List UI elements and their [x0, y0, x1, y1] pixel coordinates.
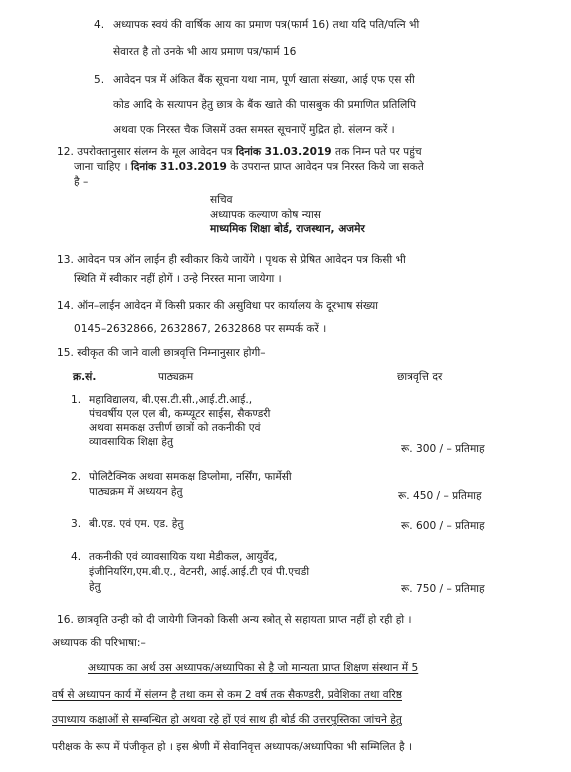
address-trust: अध्यापक कल्याण कोष न्यास: [210, 209, 321, 221]
table-row-2-line-2: पाठ्यक्रम में अध्ययन हेतु: [89, 486, 183, 498]
item-4-line-2: सेवारत है तो उनके भी आय प्रमाण पत्र/फार्म 16: [113, 46, 297, 58]
item-14-line-1: 14. ऑन–लाईन आवेदन में किसी प्रकार की असुविधा पर कार्यालय के दूरभाष संख्या: [57, 300, 378, 312]
table-row-1-number: 1.: [71, 394, 82, 406]
item-4-line-1: अध्यापक स्वयं की वार्षिक आय का प्रमाण पत्र(फार्म 16) तथा यदि पति/पत्नि भी: [113, 19, 420, 31]
item-4-number: 4.: [94, 19, 105, 31]
definition-line-3: उपाध्याय कक्षाओं से सम्बन्धित हो अथवा रहे हों एवं साथ ही बोर्ड की उत्तरपुस्तिका जांचने हेतु: [52, 714, 402, 726]
item-12-line-3: है –: [74, 176, 89, 188]
table-row-4-line-3: हेतु: [89, 581, 101, 593]
table-row-3-line-1: बी.एड. एवं एम. एड. हेतु: [89, 518, 184, 530]
table-row-3-amount: रू. 600 / – प्रतिमाह: [401, 520, 485, 532]
item-5-line-3: अथवा एक निरस्त चैक जिसमें उक्त समस्त सूचनाऐं मुद्रित हो. संलग्न करें ।: [113, 124, 395, 136]
item-12-text-a: 12. उपरोक्तानुसार संलग्न के मूल आवेदन पत्र: [57, 146, 236, 158]
item-16-line-1: 16. छात्रवृति उन्ही को दी जायेगी जिनको किसी अन्य स्त्रोत् से सहायता प्राप्त नहीं हो रही हो ।: [57, 614, 412, 626]
table-row-4-line-1: तकनीकी एवं व्यावसायिक यथा मेडीकल, आयुर्वेद,: [89, 551, 278, 563]
item-12-line-2: [74, 160, 424, 175]
table-header-sno: क्र.सं.: [73, 371, 97, 383]
table-header-course: पाठ्यक्रम: [158, 371, 194, 383]
item-12-deadline-2: दिनांक 31.03.2019: [131, 161, 227, 173]
address-board: माध्यमिक शिक्षा बोर्ड, राजस्थान, अजमेर: [210, 223, 365, 235]
table-row-1-line-4: व्यावसायिक शिक्षा हेतु: [89, 436, 174, 448]
table-row-1-amount: रू. 300 / – प्रतिमाह: [401, 443, 485, 455]
item-13-line-2: स्थिति में स्वीकार नहीं होगें । उन्हे निरस्त माना जायेगा ।: [74, 273, 282, 285]
item-5-line-1: आवेदन पत्र में अंकित बैंक सूचना यथा नाम, पूर्ण खाता संख्या, आई एफ एस सी: [113, 74, 415, 86]
item-12-text-c: जाना चाहिए ।: [74, 161, 132, 173]
item-12-text-d: के उपरान्त प्राप्त आवेदन पत्र निरस्त किये जा सकते: [226, 161, 424, 173]
item-13-line-1: 13. आवेदन पत्र ऑन लाईन ही स्वीकार किये जायेंगे । पृथक से प्रेषित आवेदन पत्र किसी भी: [57, 254, 406, 266]
item-12-text-b: तक निम्न पते पर पहुंच: [331, 146, 422, 158]
table-row-3-number: 3.: [71, 518, 82, 530]
table-row-4-line-2: इंजीनियरिंग,एम.बी.ए., वेटनरी, आई.आई.टी एवं पी.एचडी: [89, 566, 310, 578]
item-12-deadline-1: दिनांक 31.03.2019: [235, 146, 332, 158]
item-5-number: 5.: [94, 74, 105, 86]
table-row-2-amount: रू. 450 / – प्रतिमाह: [398, 490, 482, 502]
table-header-amount: छात्रवृत्ति दर: [397, 371, 443, 383]
item-5-line-2: कोड आदि के सत्यापन हेतु छात्र के बैंक खाते की पासबुक की प्रमाणित प्रतिलिपि: [113, 99, 417, 111]
item-12-line-1: [57, 145, 422, 160]
table-row-1-line-1: महाविद्यालय, बी.एस.टी.सी.,आई.टी.आई.,: [89, 394, 253, 406]
table-row-1-line-2: पंचवर्षीय एल एल बी, कम्प्यूटर साईस, सैकण्डरी: [89, 408, 271, 420]
definition-line-4: परीक्षक के रूप में पंजीकृत हो । इस श्रेणी में सेवानिवृत्त अध्यापक/अध्यापिका भी सम्मिलित है ।: [52, 741, 412, 753]
table-row-2-number: 2.: [71, 471, 82, 483]
item-15-line-1: 15. स्वीकृत की जाने वाली छात्रवृत्ति निम्नानुसार होगी–: [57, 347, 266, 359]
table-row-4-amount: रू. 750 / – प्रतिमाह: [401, 583, 485, 595]
definition-line-1: अध्यापक का अर्थ उस अध्यापक/अध्यापिका से है जो मान्यता प्राप्त शिक्षण संस्थान में 5: [88, 662, 419, 674]
table-row-2-line-1: पोलिटैक्निक अथवा समकक्ष डिप्लोमा, नर्सिंग, फार्मेसी: [89, 471, 292, 483]
definition-heading: अध्यापक की परिभाषा:–: [52, 637, 146, 649]
table-row-4-number: 4.: [71, 551, 82, 563]
item-14-line-2: 0145–2632866, 2632867, 2632868 पर सम्पर्क करें ।: [74, 323, 327, 335]
address-secretary: सचिव: [210, 194, 233, 206]
table-row-1-line-3: अथवा समकक्ष उत्तीर्ण छात्रों को तकनीकी एवं: [89, 422, 261, 434]
definition-line-2: वर्ष से अध्यापन कार्य में संलग्न है तथा कम से कम 2 वर्ष तक सैकण्डरी, प्रवेशिका तथा वरिष्ठ: [52, 689, 402, 701]
